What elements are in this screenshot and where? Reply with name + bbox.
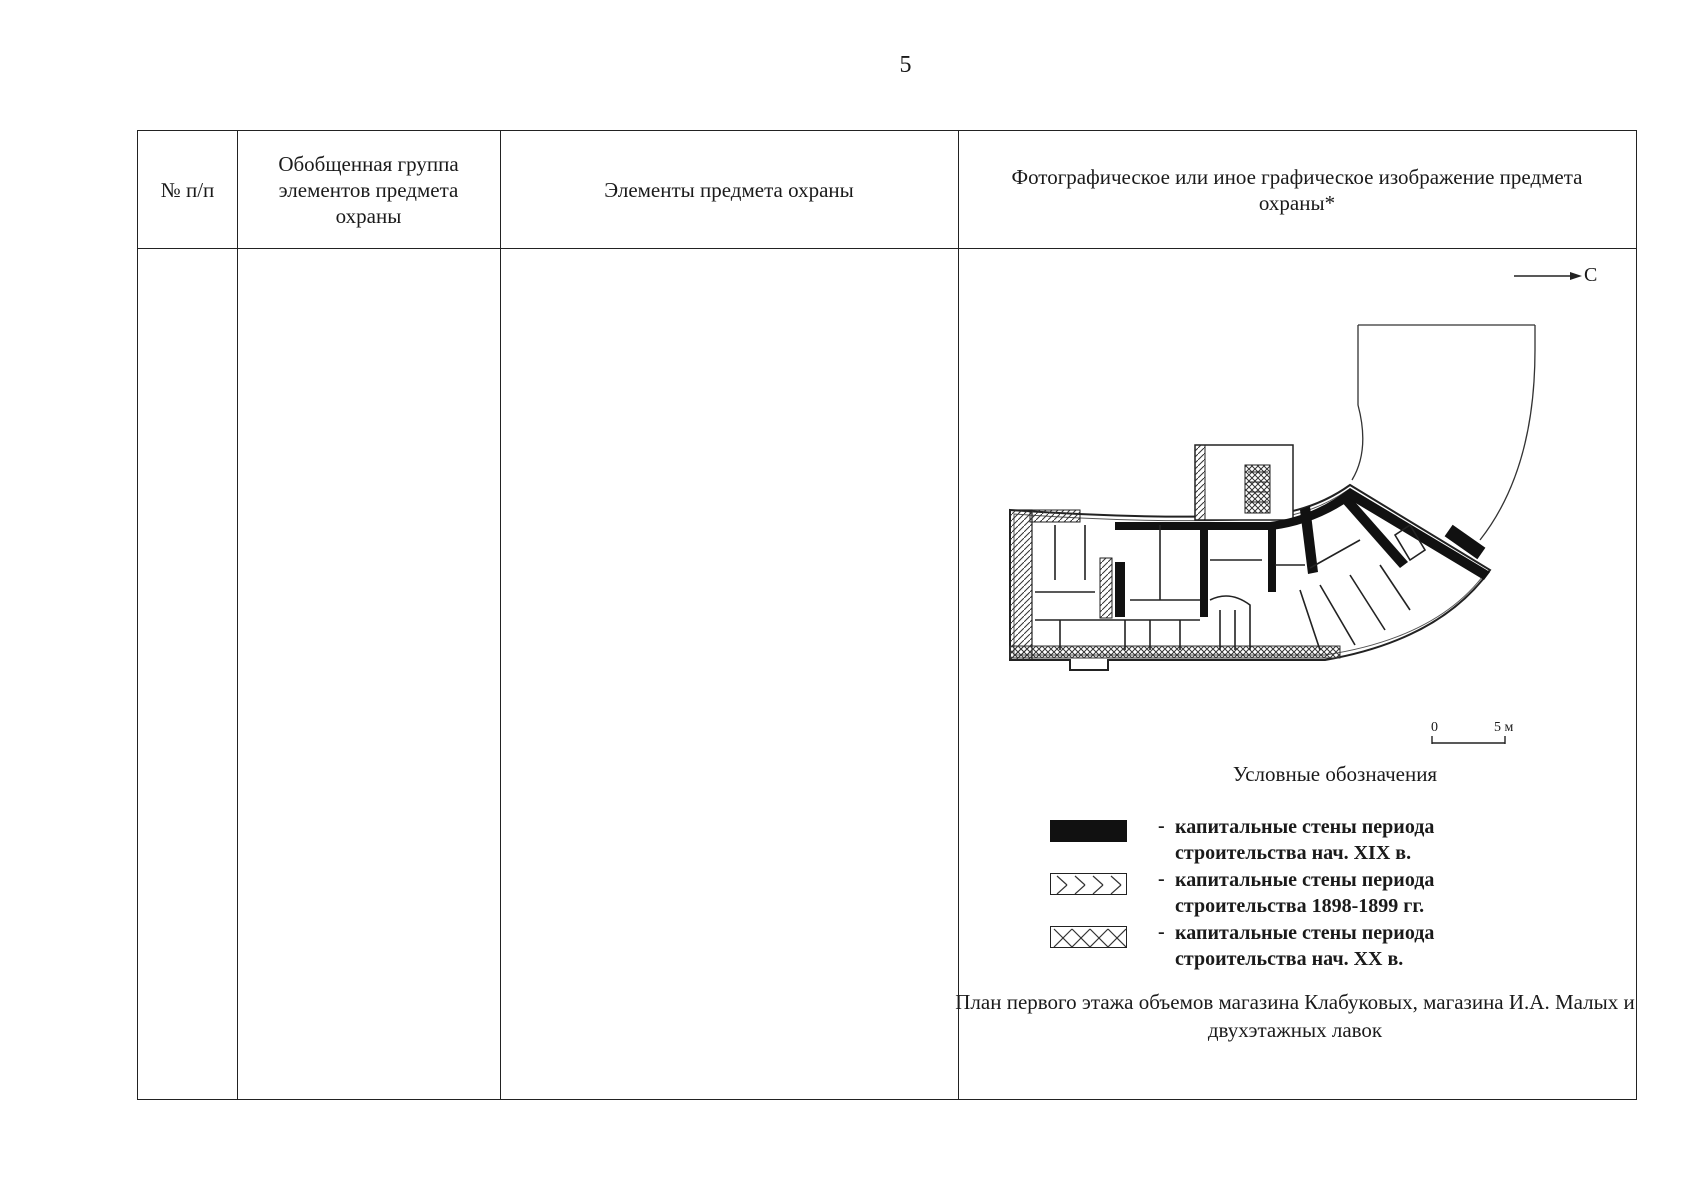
column-divider <box>237 131 238 1099</box>
legend-text: капитальные стены периода строительства 1898-1899 гг. <box>1175 869 1435 917</box>
legend-item-19th-century <box>1050 815 1500 872</box>
legend-text: капитальные стены периода строительства нач. XX в. <box>1175 922 1435 970</box>
legend-item-20th-century <box>1050 921 1500 978</box>
walls-1898-1899 <box>1030 510 1112 618</box>
north-arrow-icon <box>1512 266 1587 286</box>
plan-partitions <box>1035 525 1425 650</box>
legend-swatch-single-hatch <box>1050 873 1127 895</box>
header-row-divider <box>138 248 1636 249</box>
header-element-group: Обобщенная группа элементов предмета охраны <box>278 151 459 228</box>
column-divider <box>500 131 501 1099</box>
column-divider <box>958 131 959 1099</box>
legend-text: капитальные стены периода строительства нач. XIX в. <box>1175 816 1435 864</box>
north-label: С <box>1584 264 1598 286</box>
legend-dash: - <box>1158 921 1165 943</box>
header-number: № п/п <box>160 177 215 202</box>
legend-dash: - <box>1158 815 1165 837</box>
legend-dash: - <box>1158 868 1165 890</box>
legend-item-1898-1899 <box>1050 868 1500 925</box>
legend-swatch-cross-hatch <box>1050 926 1127 948</box>
scale-label-five: 5 м <box>1494 720 1514 735</box>
header-graphic-image: Фотографическое или иное графическое изображение предмета охраны* <box>1011 164 1583 215</box>
plan-caption: План первого этажа объемов магазина Клабуковых, магазина И.А. Малых и двухэтажных лавок <box>955 990 1635 1042</box>
floor-plan-drawing <box>1000 310 1560 735</box>
stair-block <box>1195 445 1293 520</box>
legend-swatch-solid <box>1050 820 1127 842</box>
legend-title: Условные обозначения <box>1232 762 1438 786</box>
scale-label-zero: 0 <box>1431 720 1438 735</box>
page-number: 5 <box>899 52 912 78</box>
header-protected-elements: Элементы предмета охраны <box>604 177 854 202</box>
